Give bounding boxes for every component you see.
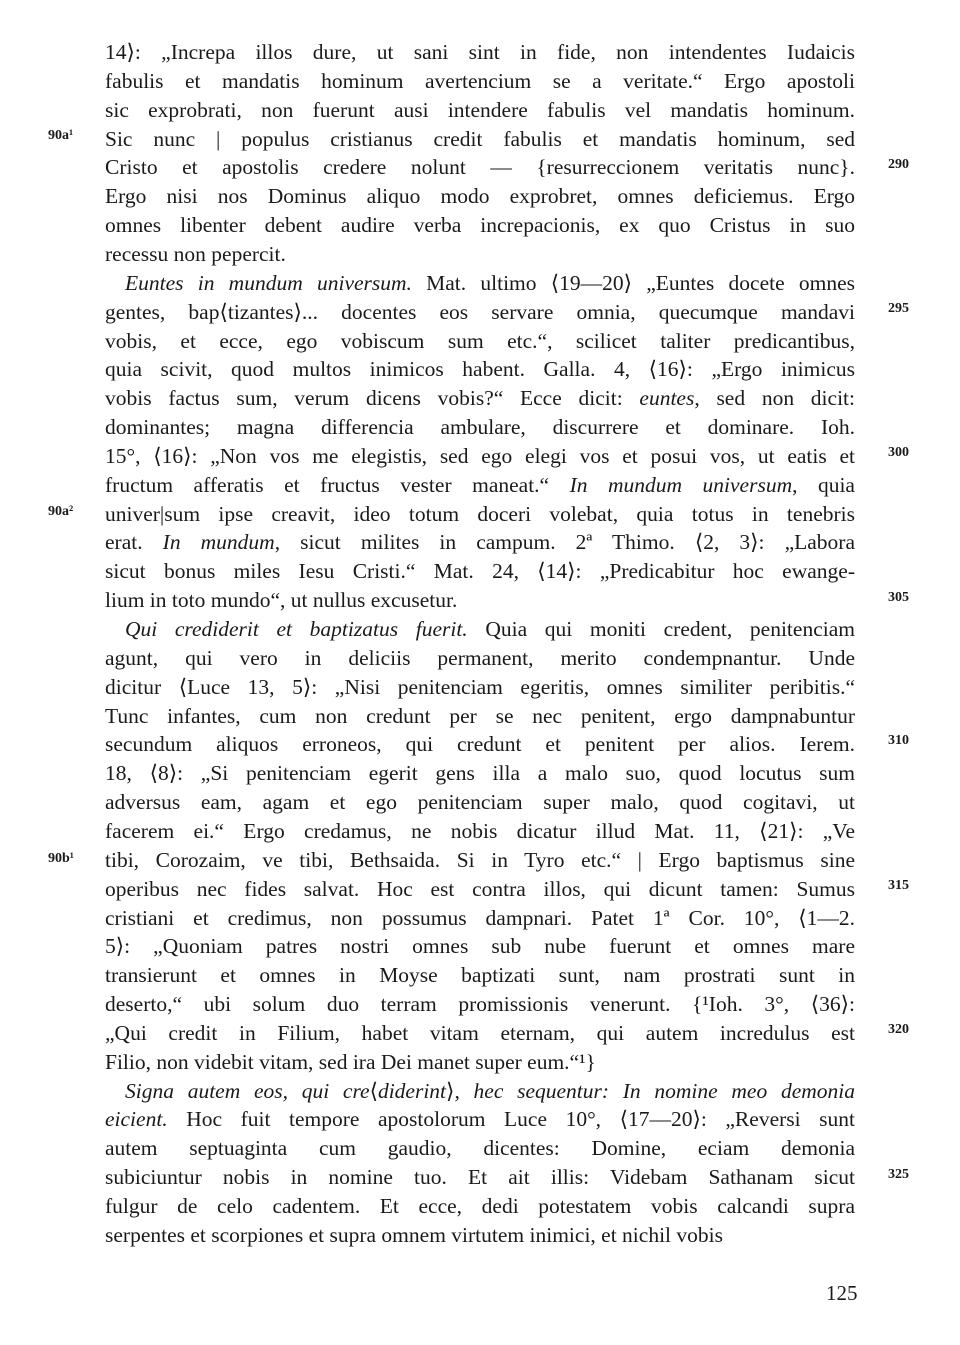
text-line: 18, ⟨8⟩: „Si penitenciam egerit gens illa a malo suo, quod locutus sum [105, 761, 855, 786]
text-line: omnes libenter debent audire verba increpacionis, ex quo Cristus in suo [105, 213, 855, 238]
text-line: vobis, et ecce, ego vobiscum sum etc.“, scilicet taliter predicantibus, [105, 328, 855, 353]
text-line: Qui crediderit et baptizatus fuerit. Quia qui moniti credent, penitenciam [125, 617, 855, 641]
text-line: eicient. Hoc fuit tempore apostolorum Luce 10°, ⟨17—20⟩: „Reversi sunt [105, 1107, 855, 1132]
text-line: Euntes in mundum universum. Mat. ultimo ⟨19—20⟩ „Euntes docete omnes [125, 270, 855, 295]
folio-marker: 90a¹ [48, 128, 74, 143]
text-line: agunt, qui vero in deliciis permanent, merito condempnantur. Unde [105, 645, 855, 670]
text-line: „Qui credit in Filium, habet vitam eternam, qui autem incredulus est [105, 1020, 855, 1045]
text-line: quia scivit, quod multos inimicos habent. Galla. 4, ⟨16⟩: „Ergo inimicus [105, 357, 855, 382]
text-line: tibi, Corozaim, ve tibi, Bethsaida. Si in Tyro etc.“ | Ergo baptismus sine [105, 847, 855, 872]
text-line: recessu non pepercit. [105, 241, 286, 266]
line-number: 315 [888, 878, 909, 893]
text-line: operibus nec fides salvat. Hoc est contra illos, qui dicunt tamen: Sumus [105, 876, 855, 901]
page-number: 125 [826, 1281, 858, 1305]
line-number: 310 [888, 733, 909, 748]
text-line: dominantes; magna differencia ambulare, discurrere et dominare. Ioh. [105, 415, 855, 440]
text-line: adversus eam, agam et ego penitenciam super malo, quod cogitavi, ut [105, 790, 855, 815]
text-line: sicut bonus miles Iesu Cristi.“ Mat. 24, ⟨14⟩: „Predicabitur hoc ewange- [105, 559, 855, 584]
text-line: fabulis et mandatis hominum avertencium se a veritate.“ Ergo apostoli [105, 68, 855, 93]
text-line: erat. In mundum, sicut milites in campum. 2ª Thimo. ⟨2, 3⟩: „Labora [105, 530, 855, 555]
text-line: fulgur de celo cadentem. Et ecce, dedi potestatem vobis calcandi supra [105, 1194, 855, 1218]
text-line: 15°, ⟨16⟩: „Non vos me elegistis, sed ego elegi vos et posui vos, ut eatis et [105, 443, 855, 468]
text-line: vobis factus sum, verum dicens vobis?“ Ecce dicit: euntes, sed non dicit: [105, 386, 855, 411]
text-line: fructum afferatis et fructus vester maneat.“ In mundum universum, quia [105, 472, 855, 497]
text-line: Cristo et apostolis credere nolunt — {resurreccionem veritatis nunc}. [105, 155, 855, 180]
text-line: transierunt et omnes in Moyse baptizati sunt, nam prostrati sunt in [105, 963, 855, 988]
text-line: Filio, non videbit vitam, sed ira Dei manet super eum.“¹} [105, 1049, 596, 1074]
text-line: facerem ei.“ Ergo credamus, ne nobis dicatur illud Mat. 11, ⟨21⟩: „Ve [105, 818, 855, 843]
line-number: 295 [888, 301, 909, 316]
line-number: 290 [888, 157, 909, 172]
text-line: Ergo nisi nos Dominus aliquo modo exprobret, omnes deficiemus. Ergo [105, 184, 855, 209]
text-line: Sic nunc | populus cristianus credit fabulis et mandatis hominum, sed [105, 126, 855, 151]
text-line: subiciuntur nobis in nomine tuo. Et ait illis: Videbam Sathanam sicut [105, 1165, 855, 1190]
text-line: Tunc infantes, cum non credunt per se nec penitent, ergo dampnabuntur [105, 703, 855, 728]
text-line: autem septuaginta cum gaudio, dicentes: Domine, eciam demonia [105, 1136, 855, 1161]
folio-marker: 90b¹ [48, 851, 74, 866]
text-line: deserto,“ ubi solum duo terram promissionis venerunt. {¹Ioh. 3°, ⟨36⟩: [105, 992, 855, 1017]
line-number: 300 [888, 445, 909, 460]
line-number: 305 [888, 590, 909, 605]
text-line: univer|sum ipse creavit, ideo totum doceri volebat, quia totus in tenebris [105, 501, 855, 526]
text-line: secundum aliquos erroneos, qui credunt et penitent per alios. Ierem. [105, 732, 855, 757]
text-line: gentes, bap⟨tizantes⟩... docentes eos servare omnia, quecumque mandavi [105, 299, 855, 324]
text-line: Signa autem eos, qui cre⟨diderint⟩, hec sequentur: In nomine meo demonia [125, 1078, 855, 1103]
text-line: 14⟩: „Increpa illos dure, ut sani sint in fide, non intendentes Iudaicis [105, 40, 855, 64]
text-line: dicitur ⟨Luce 13, 5⟩: „Nisi penitenciam egeritis, omnes similiter peribitis.“ [105, 674, 855, 699]
text-line: sic exprobrati, non fuerunt ausi intendere fabulis vel mandatis hominum. [105, 97, 855, 122]
line-number: 325 [888, 1167, 909, 1182]
text-line: 5⟩: „Quoniam patres nostri omnes sub nube fuerunt et omnes mare [105, 934, 855, 959]
text-line: lium in toto mundo“, ut nullus excusetur. [105, 588, 458, 613]
text-line: serpentes et scorpiones et supra omnem virtutem inimici, et nichil vobis [105, 1222, 723, 1247]
text-line: cristiani et credimus, non possumus dampnari. Patet 1ª Cor. 10°, ⟨1—2. [105, 905, 855, 930]
folio-marker: 90a² [48, 504, 74, 519]
line-number: 320 [888, 1022, 909, 1037]
